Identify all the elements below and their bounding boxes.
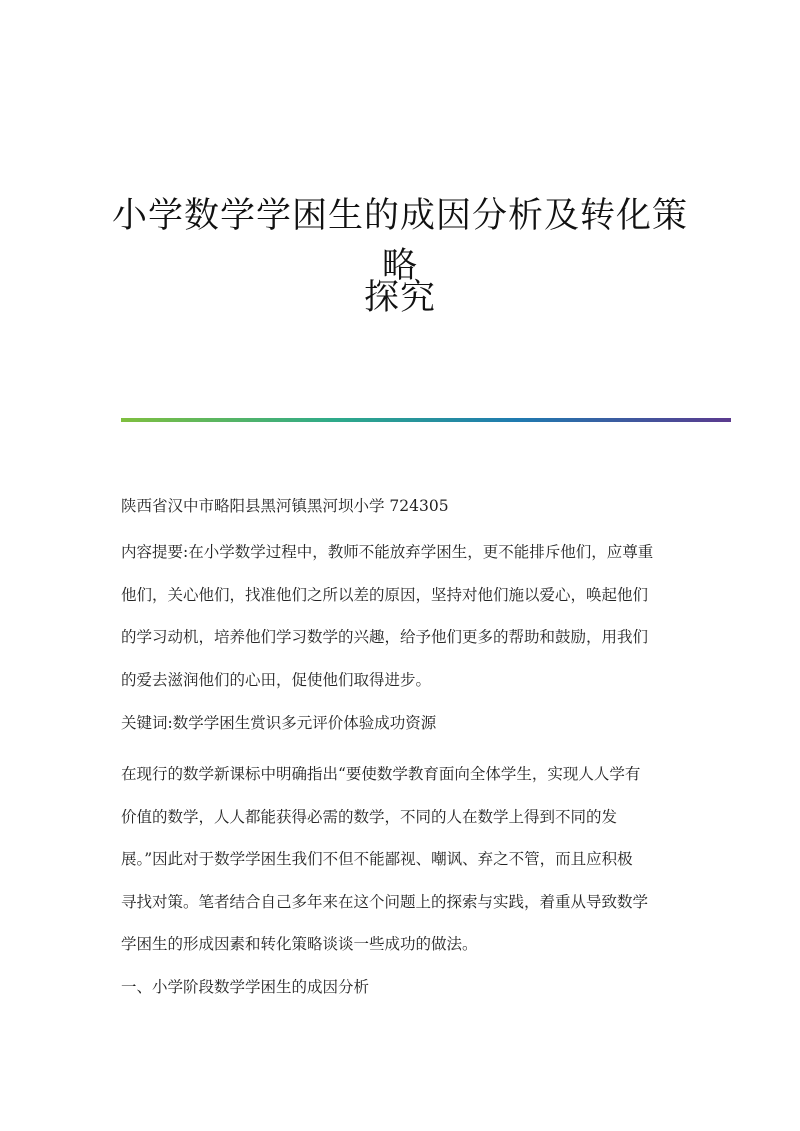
title-divider <box>121 418 731 422</box>
keywords-text: 关键词:数学学困生赏识多元评价体验成功资源 <box>121 714 437 732</box>
abstract-line: 的爱去滋润他们的心田，促使他们取得进步。 <box>121 670 432 689</box>
keywords-paragraph <box>121 702 681 745</box>
intro-line: 在现行的数学新课标中明确指出“要使数学教育面向全体学生，实现人人学有 <box>121 765 641 783</box>
author-affiliation <box>121 485 681 528</box>
abstract-line: 内容提要:在小学数学过程中，教师不能放弃学困生，更不能排斥他们，应尊重 <box>121 543 654 561</box>
intro-line: 寻找对策。笔者结合自己多年来在这个问题上的探索与实践，着重从导致数学 <box>121 892 649 911</box>
document-title-line-1: 小学数学学困生的成因分析及转化策略 <box>111 196 688 286</box>
section-heading-text: 一、小学阶段数学学困生的成因分析 <box>121 978 370 996</box>
affiliation-text: 陕西省汉中市略阳县黑河镇黑河坝小学 724305 <box>121 497 449 515</box>
abstract-paragraph <box>121 531 681 701</box>
abstract-line: 他们，关心他们，找准他们之所以差的原因，坚持对他们施以爱心，唤起他们 <box>121 585 649 604</box>
abstract-line: 的学习动机，培养他们学习数学的兴趣，给予他们更多的帮助和鼓励，用我们 <box>121 628 649 646</box>
intro-paragraph <box>121 753 681 966</box>
section-heading <box>121 966 681 1009</box>
intro-line: 学困生的形成因素和转化策略谈谈一些成功的做法。 <box>121 935 478 953</box>
document-title-line-2: 探究 <box>363 278 436 318</box>
intro-line: 价值的数学，人人都能获得必需的数学，不同的人在数学上得到不同的发 <box>121 807 618 826</box>
intro-line: 展。”因此对于数学学困生我们不但不能鄙视、嘲讽、弃之不管，而且应积极 <box>121 850 633 868</box>
